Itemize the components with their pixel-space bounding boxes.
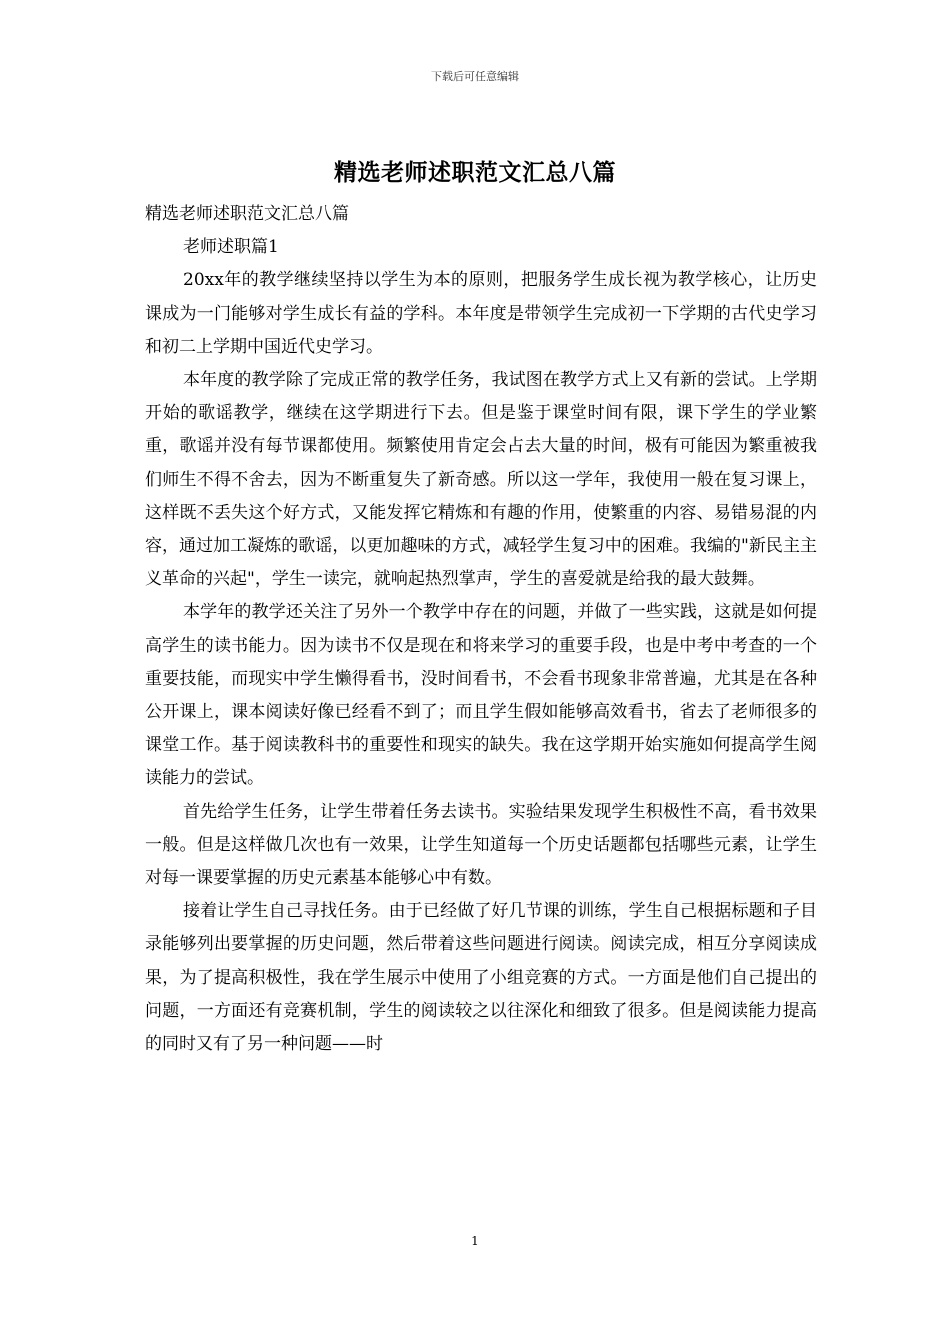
body-paragraph: 首先给学生任务，让学生带着任务去读书。实验结果发现学生积极性不高，看书效果一般。但是这样做几次也有一效果，让学生知道每一个历史话题都包括哪些元素，让学生对每一课要掌握的历史元素基本能够心中有数。: [145, 801, 817, 889]
body-paragraph: 接着让学生自己寻找任务。由于已经做了好几节课的训练，学生自己根据标题和子目录能够列出要掌握的历史问题，然后带着这些问题进行阅读。阅读完成，相互分享阅读成果，为了提高积极性，我在学生展示中使用了小组竞赛的方式。一方面是他们自己提出的问题，一方面还有竞赛机制，学生的阅读较之以往深化和细致了很多。但是阅读能力提高的同时又有了另一种问题——时: [145, 901, 817, 1055]
body-paragraph: 本学年的教学还关注了另外一个教学中存在的问题，并做了一些实践，这就是如何提高学生的读书能力。因为读书不仅是现在和将来学习的重要手段，也是中考中考查的一个重要技能，而现实中学生懒得看书，没时间看书，不会看书现象非常普遍，尤其是在各种公开课上，课本阅读好像已经看不到了；而且学生假如能够高效看书，省去了老师很多的课堂工作。基于阅读教科书的重要性和现实的缺失。我在这学期开始实施如何提高学生阅读能力的尝试。: [145, 602, 817, 789]
body-paragraph: 20xx年的教学继续坚持以学生为本的原则，把服务学生成长视为教学核心，让历史课成为一门能够对学生成长有益的学科。本年度是带领学生完成初一下学期的古代史学习和初二上学期中国近代史学习。: [145, 270, 817, 357]
page-number: 1: [471, 1234, 479, 1248]
section-heading: 老师述职篇1: [183, 237, 279, 258]
page-header: 下载后可任意编辑: [431, 70, 519, 83]
document-body: [145, 198, 817, 1061]
subtitle-paragraph: 精选老师述职范文汇总八篇: [145, 204, 349, 224]
body-paragraph: 本年度的教学除了完成正常的教学任务，我试图在教学方式上又有新的尝试。上学期开始的歌谣教学，继续在这学期进行下去。但是鉴于课堂时间有限，课下学生的学业繁重，歌谣并没有每节课都使用。频繁使用肯定会占去大量的时间，极有可能因为繁重被我们师生不得不舍去，因为不断重复失了新奇感。所以这一学年，我使用一般在复习课上，这样既不丢失这个好方式，又能发挥它精炼和有趣的作用，使繁重的内容、易错易混的内容，通过加工凝炼的歌谣，以更加趣味的方式，减轻学生复习中的困难。我编的"新民主主义革命的兴起"，学生一读完，就响起热烈掌声，学生的喜爱就是给我的最大鼓舞。: [145, 370, 817, 590]
document-title: 精选老师述职范文汇总八篇: [334, 159, 616, 186]
